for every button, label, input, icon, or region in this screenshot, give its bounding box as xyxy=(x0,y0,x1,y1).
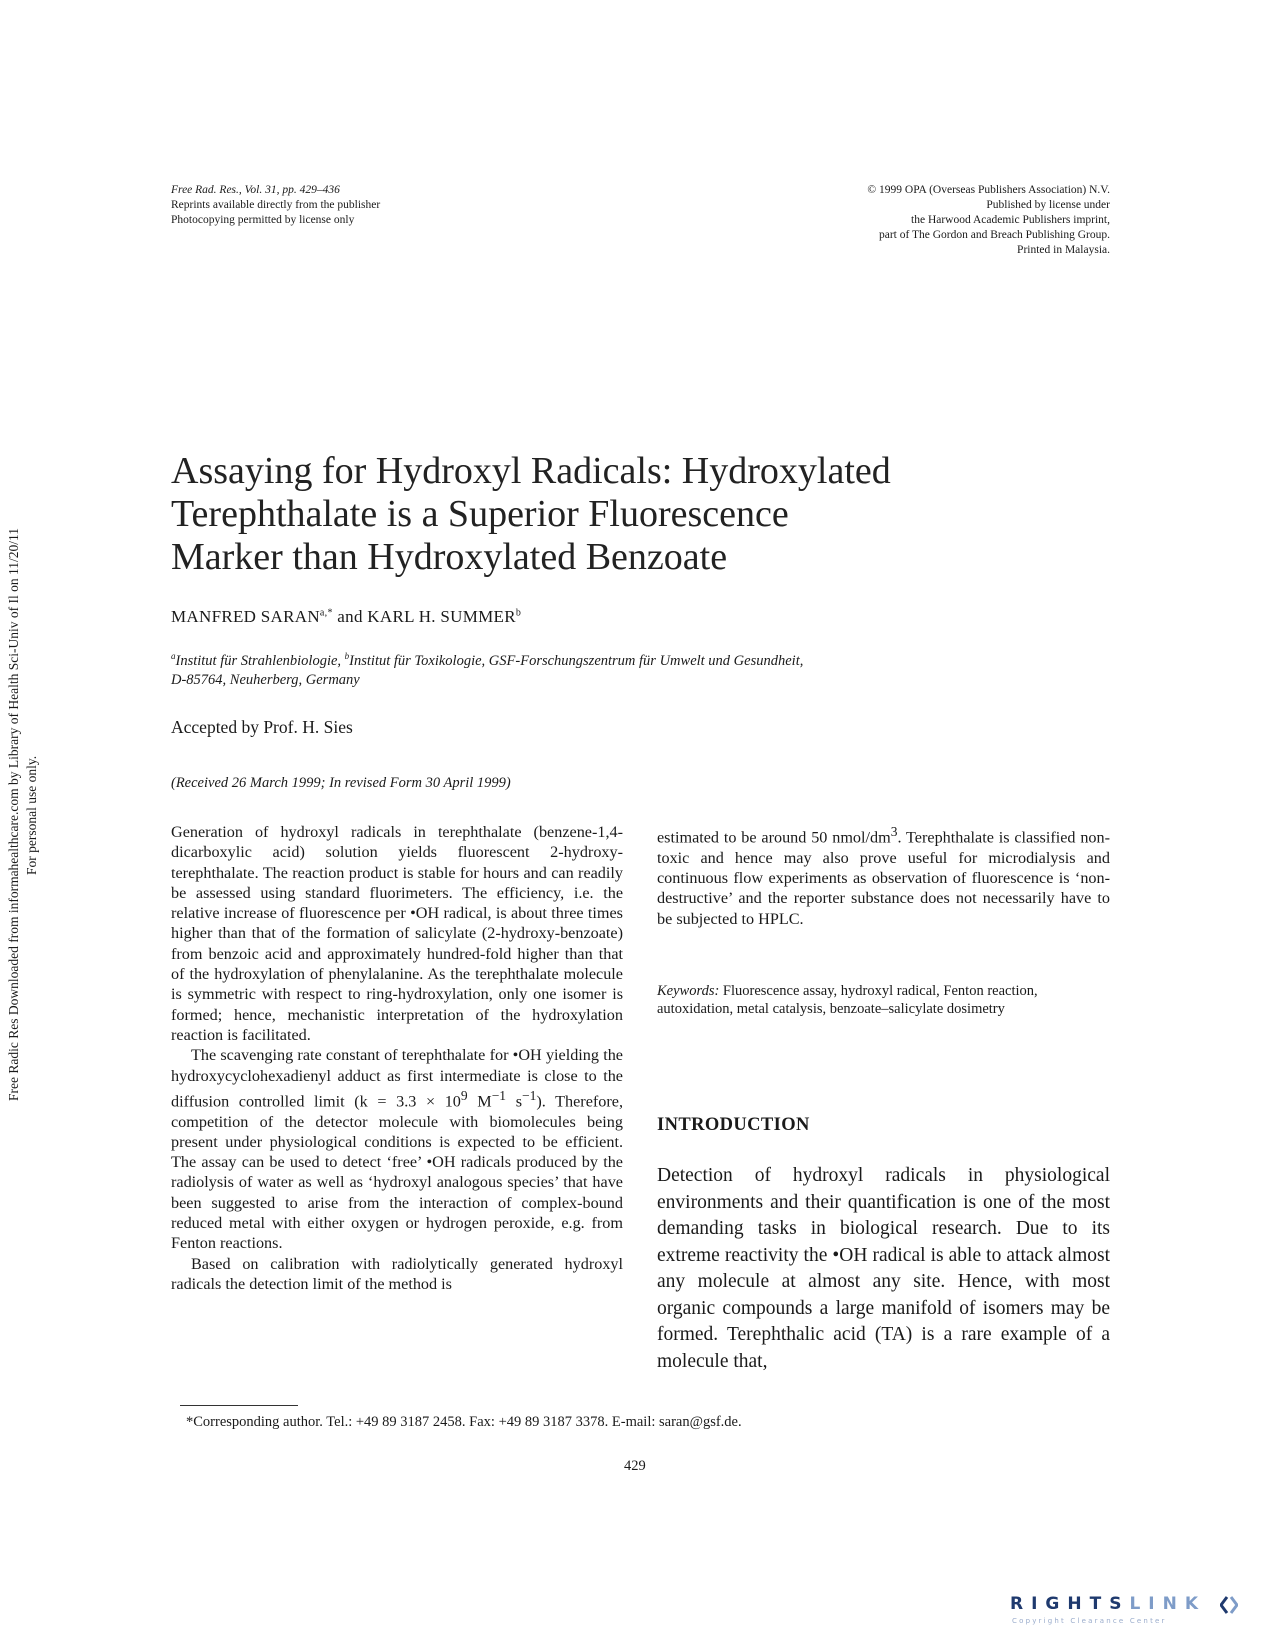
introduction-paragraph: Detection of hydroxyl radicals in physiological environments and their quantification is one of the most demanding tasks in biological research. Due to its extreme reactivity the •OH radical is able to attack almost any molecule at almost any site. Hence, with most organic compounds a large manifold of isomers may be formed. Terephthalic acid (TA) is a rare example of a molecule that, xyxy=(657,1165,1110,1372)
abstract-paragraph xyxy=(171,1045,623,1253)
copyright-block xyxy=(760,183,1110,258)
abstract-text: The scavenging rate constant of terephthalate for •OH yielding the hydroxycyclohexadienyl adduct as first intermediate is close to the diffusion controlled limit (k = 3.3 × 10 xyxy=(171,1046,623,1111)
keywords-text: Fluorescence assay, hydroxyl radical, Fenton reaction, autoxidation, metal catalysis, benzoate–salicylate dosimetry xyxy=(657,983,1042,1017)
citation-line: Reprints available directly from the publisher xyxy=(171,199,381,211)
superscript: 3 xyxy=(890,824,898,839)
rightslink-subtitle: Copyright Clearance Center xyxy=(1012,1617,1167,1625)
copyright-line: Published by license under xyxy=(986,199,1110,211)
abstract-text: estimated to be around 50 nmol/dm xyxy=(657,828,891,847)
affil-a: Institut für Strahlenbiologie, xyxy=(175,652,345,669)
title-line: Assaying for Hydroxyl Radicals: Hydroxylated xyxy=(171,450,891,492)
rightslink-mark-icon xyxy=(1220,1595,1238,1615)
rightslink-light: LINK xyxy=(1129,1594,1206,1614)
abstract-left-column xyxy=(171,822,623,1294)
section-heading-introduction: INTRODUCTION xyxy=(657,1115,810,1135)
copyright-line: part of The Gordon and Breach Publishing Group. xyxy=(878,229,1110,241)
title-line: Terephthalate is a Superior Fluorescence xyxy=(171,493,789,535)
rightslink-dark: RIGHTS xyxy=(1010,1594,1130,1614)
watermark-line-1: Free Radic Res Downloaded from informahealthcare.com by Library of Health Sci-Univ of Il on 11/20/11 xyxy=(6,528,21,1102)
keywords-label: Keywords: xyxy=(657,983,720,999)
journal-citation xyxy=(171,183,380,228)
author-affiliation-mark: b xyxy=(515,607,522,619)
affil-mark: b xyxy=(344,651,350,661)
abstract-text: . Terephthalate is classified non-toxic and hence may also prove useful for microdialysis and continuous flow experiments as observation of fluorescence is ‘non-destructive’ and the reporter substance does not necessarily have to be subjected to HPLC. xyxy=(657,828,1111,928)
page-number: 429 xyxy=(624,1458,646,1474)
abstract-paragraph: Based on calibration with radiolytically generated hydroxyl radicals the detection limit of the method is xyxy=(171,1254,623,1293)
abstract-text: s xyxy=(506,1092,522,1111)
abstract-paragraph xyxy=(657,822,1110,929)
author-conjunction: and xyxy=(332,607,368,626)
citation-line: Photocopying permitted by license only xyxy=(171,214,355,226)
title-line: Marker than Hydroxylated Benzoate xyxy=(171,536,728,578)
accepted-by: Accepted by Prof. H. Sies xyxy=(171,717,353,737)
copyright-line: the Harwood Academic Publishers imprint, xyxy=(911,214,1110,226)
copyright-line: © 1999 OPA (Overseas Publishers Association) N.V. xyxy=(867,184,1110,196)
rightslink-logo xyxy=(1010,1594,1240,1630)
corresponding-author-footnote: *Corresponding author. Tel.: +49 89 3187 2458. Fax: +49 89 3187 3378. E-mail: saran@gsf.de. xyxy=(186,1414,742,1430)
received-dates: (Received 26 March 1999; In revised Form 30 April 1999) xyxy=(171,775,511,791)
affil-mark: a xyxy=(171,651,176,661)
introduction-body xyxy=(657,1163,1110,1375)
rightslink-wordmark xyxy=(1010,1594,1206,1614)
footnote-rule xyxy=(180,1405,298,1406)
keywords xyxy=(657,982,1110,1018)
affil-address: D-85764, Neuherberg, Germany xyxy=(171,671,360,688)
article-title xyxy=(171,450,1011,579)
affil-b: Institut für Toxikologie, GSF-Forschungszentrum für Umwelt und Gesundheit, xyxy=(349,652,804,669)
author-name: MANFRED SARAN xyxy=(171,607,320,626)
superscript: −1 xyxy=(491,1087,507,1103)
abstract-right-column xyxy=(657,822,1110,929)
affiliations xyxy=(171,647,991,690)
author-name: KARL H. SUMMER xyxy=(367,607,516,626)
superscript: −1 xyxy=(522,1087,537,1103)
copyright-line: Printed in Malaysia. xyxy=(1017,244,1110,256)
watermark-line-2: For personal use only. xyxy=(24,755,39,875)
abstract-paragraph: Generation of hydroxyl radicals in terephthalate (benzene-1,4-dicarboxylic acid) solution yields fluorescent 2-hydroxy-terephthalate. The reaction product is stable for hours and can readily be assessed using standard fluorimeters. The efficiency, i.e. the relative increase of fluorescence per •OH radical, is about three times higher than that of the formation of salicylate (2-hydroxy-benzoate) from benzoic acid and approximately hundred-fold higher than that of the hydroxylation of phenylalanine. As the terephthalate molecule is symmetric with respect to ring-hydroxylation, only one isomer is formed; hence, mechanistic interpretation of the hydroxylation reaction is facilitated. xyxy=(171,823,623,1044)
abstract-text: M xyxy=(467,1092,492,1111)
abstract-text: ). Therefore, competition of the detector molecule with biomolecules being present under physiological conditions is expected to be efficient. The assay can be used to detect ‘free’ •OH radicals produced by the radiolysis of water as well as ‘hydroxyl analogous species’ that have been suggested to arise from the interaction of complex-bound reduced metal with either oxygen or hydrogen peroxide, e.g. from Fenton reactions. xyxy=(171,1092,623,1253)
superscript: 9 xyxy=(460,1087,468,1103)
download-watermark xyxy=(0,455,52,1175)
author-affiliation-mark: a,* xyxy=(319,607,333,619)
citation-line: Free Rad. Res., Vol. 31, pp. 429–436 xyxy=(171,184,340,196)
author-list xyxy=(171,607,521,627)
